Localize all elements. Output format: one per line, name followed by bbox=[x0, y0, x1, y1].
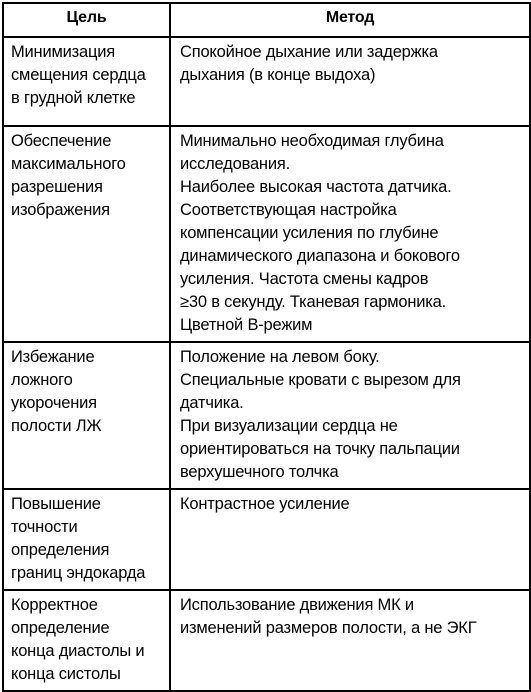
goal-line: конца систолы bbox=[11, 665, 121, 683]
goal-line: конца диастолы и bbox=[11, 642, 145, 660]
method-line: компенсации усиления по глубине bbox=[180, 224, 439, 242]
table-row bbox=[3, 126, 530, 342]
method-line: дыхания (в конце выдоха) bbox=[180, 66, 376, 84]
goal-line: Минимизация bbox=[11, 43, 115, 61]
method-line: исследования. bbox=[180, 155, 290, 173]
method-line: динамического диапазона и бокового bbox=[180, 247, 460, 265]
goal-line: смещения сердца bbox=[11, 66, 146, 84]
method-line: Минимально необходимая глубина bbox=[180, 132, 444, 150]
table-row bbox=[3, 489, 530, 590]
goal-line: ложного bbox=[11, 371, 73, 389]
goal-cell bbox=[3, 37, 170, 126]
method-cell bbox=[170, 126, 530, 342]
method-line: При визуализации сердца не bbox=[180, 417, 398, 435]
method-line: верхушечного толчка bbox=[180, 463, 339, 481]
goal-line: в грудной клетке bbox=[11, 89, 136, 107]
goal-line: определения bbox=[11, 541, 110, 559]
method-cell bbox=[170, 489, 530, 590]
header-goal: Цель bbox=[3, 3, 170, 37]
method-line: датчика. bbox=[180, 394, 244, 412]
method-line: Соответствующая настройка bbox=[180, 201, 397, 219]
goal-line: изображения bbox=[11, 201, 110, 219]
goal-line: границ эндокарда bbox=[11, 564, 146, 582]
header-method: Метод bbox=[170, 3, 530, 37]
method-line: Контрастное усиление bbox=[180, 495, 350, 513]
goal-method-table bbox=[2, 2, 531, 692]
goal-cell bbox=[3, 489, 170, 590]
table-row bbox=[3, 342, 530, 489]
goal-line: разрешения bbox=[11, 178, 103, 196]
method-cell bbox=[170, 342, 530, 489]
method-line: Использование движения МК и bbox=[180, 596, 414, 614]
method-line: Положение на левом боку. bbox=[180, 348, 380, 366]
method-cell bbox=[170, 37, 530, 126]
goal-line: Корректное bbox=[11, 596, 98, 614]
goal-line: Обеспечение bbox=[11, 132, 112, 150]
goal-line: максимального bbox=[11, 155, 126, 173]
method-line: Цветной В-режим bbox=[180, 316, 313, 334]
method-line: ≥30 в секунду. Тканевая гармоника. bbox=[180, 293, 447, 311]
goal-line: Избежание bbox=[11, 348, 95, 366]
method-line: Наиболее высокая частота датчика. bbox=[180, 178, 452, 196]
goal-line: полости ЛЖ bbox=[11, 417, 102, 435]
method-line: Специальные кровати с вырезом для bbox=[180, 371, 461, 389]
method-line: усиления. Частота смены кадров bbox=[180, 270, 429, 288]
table-row bbox=[3, 37, 530, 126]
table-header-row bbox=[3, 3, 530, 37]
goal-line: точности bbox=[11, 518, 78, 536]
goal-cell bbox=[3, 126, 170, 342]
method-line: изменений размеров полости, а не ЭКГ bbox=[180, 619, 477, 637]
goal-line: Повышение bbox=[11, 495, 101, 513]
goal-line: определение bbox=[11, 619, 110, 637]
method-line: ориентироваться на точку пальпации bbox=[180, 440, 460, 458]
method-line: Спокойное дыхание или задержка bbox=[180, 43, 438, 61]
goal-line: укорочения bbox=[11, 394, 97, 412]
goal-cell bbox=[3, 342, 170, 489]
